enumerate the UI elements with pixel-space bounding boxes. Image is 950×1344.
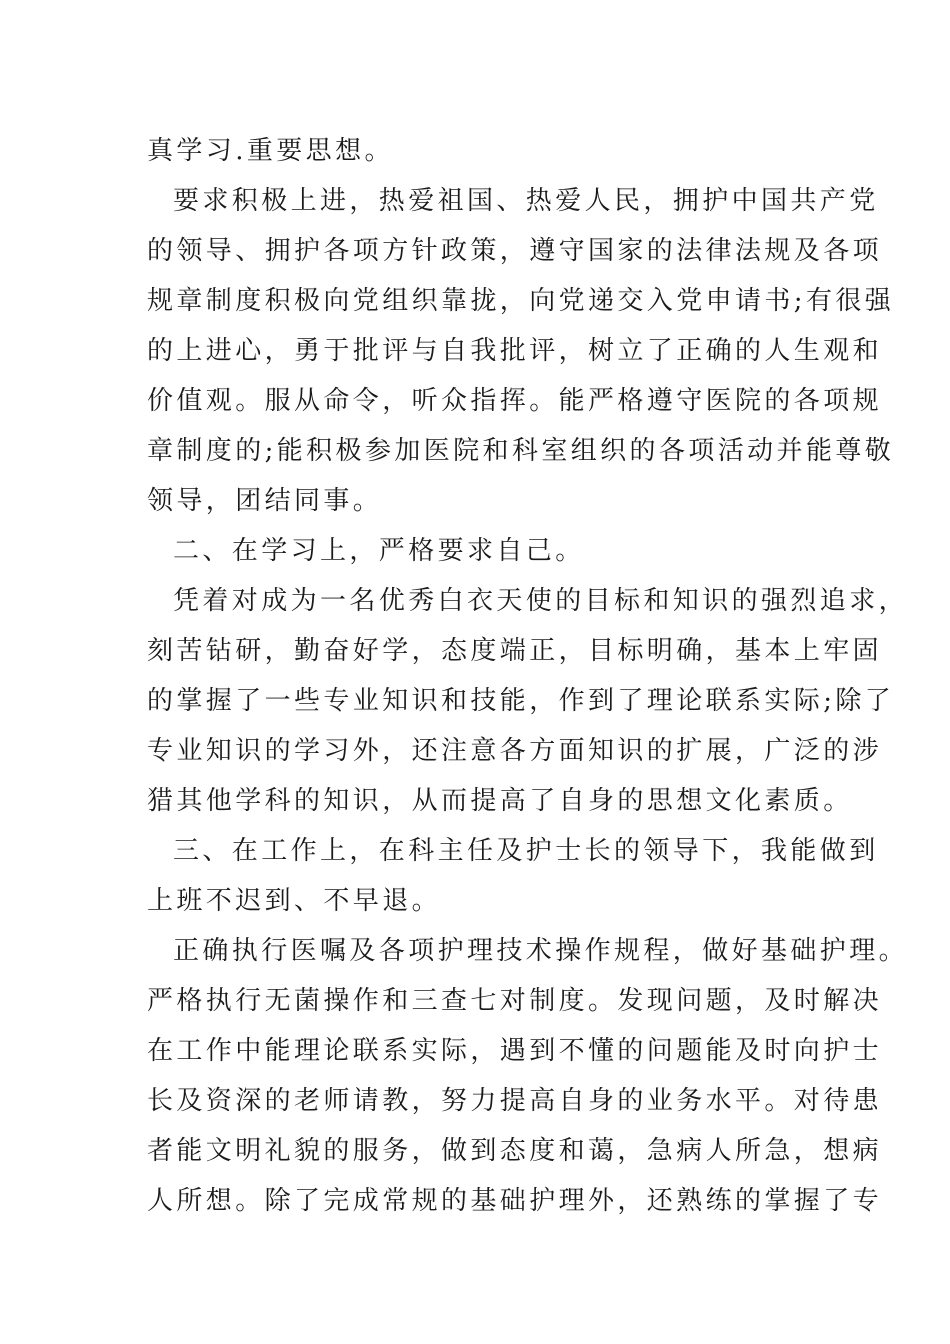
section-heading-3: 三、在工作上，在科主任及护士长的领导下，我能做到 (173, 836, 879, 866)
text-line-18: 严格执行无菌操作和三查七对制度。发现问题，及时解决 (147, 986, 883, 1016)
text-line-6: 价值观。服从命令，听众指挥。能严格遵守医院的各项规 (147, 386, 883, 416)
text-line-12: 的掌握了一些专业知识和技能，作到了理论联系实际;除了 (147, 686, 895, 716)
text-line-5: 的上进心，勇于批评与自我批评，树立了正确的人生观和 (147, 336, 883, 366)
text-line-4: 规章制度积极向党组织靠拢，向党递交入党申请书;有很强 (147, 286, 895, 316)
text-line-7: 章制度的;能积极参加医院和科室组织的各项活动并能尊敬 (147, 436, 895, 466)
text-line-20: 长及资深的老师请教，努力提高自身的业务水平。对待患 (147, 1086, 883, 1116)
text-line-16: 上班不迟到、不早退。 (147, 886, 442, 916)
text-line-8: 领导，团结同事。 (147, 486, 383, 516)
text-line-14: 猎其他学科的知识，从而提高了自身的思想文化素质。 (147, 786, 853, 816)
text-line-17: 正确执行医嘱及各项护理技术操作规程，做好基础护理。 (173, 936, 909, 966)
text-line-3: 的领导、拥护各项方针政策，遵守国家的法律法规及各项 (147, 236, 883, 266)
text-line-21: 者能文明礼貌的服务，做到态度和蔼，急病人所急，想病 (147, 1136, 883, 1166)
text-line-10: 凭着对成为一名优秀白衣天使的目标和知识的强烈追求， (173, 586, 909, 616)
section-heading-2: 二、在学习上，严格要求自己。 (173, 536, 585, 566)
text-line-13: 专业知识的学习外，还注意各方面知识的扩展，广泛的涉 (147, 736, 883, 766)
text-line-2: 要求积极上进，热爱祖国、热爱人民，拥护中国共产党 (173, 186, 879, 216)
text-line-22: 人所想。除了完成常规的基础护理外，还熟练的掌握了专 (147, 1186, 883, 1216)
text-line-19: 在工作中能理论联系实际，遇到不懂的问题能及时向护士 (147, 1036, 883, 1066)
text-line-1: 真学习.重要思想。 (147, 136, 394, 166)
text-line-11: 刻苦钻研，勤奋好学，态度端正，目标明确，基本上牢固 (147, 636, 883, 666)
